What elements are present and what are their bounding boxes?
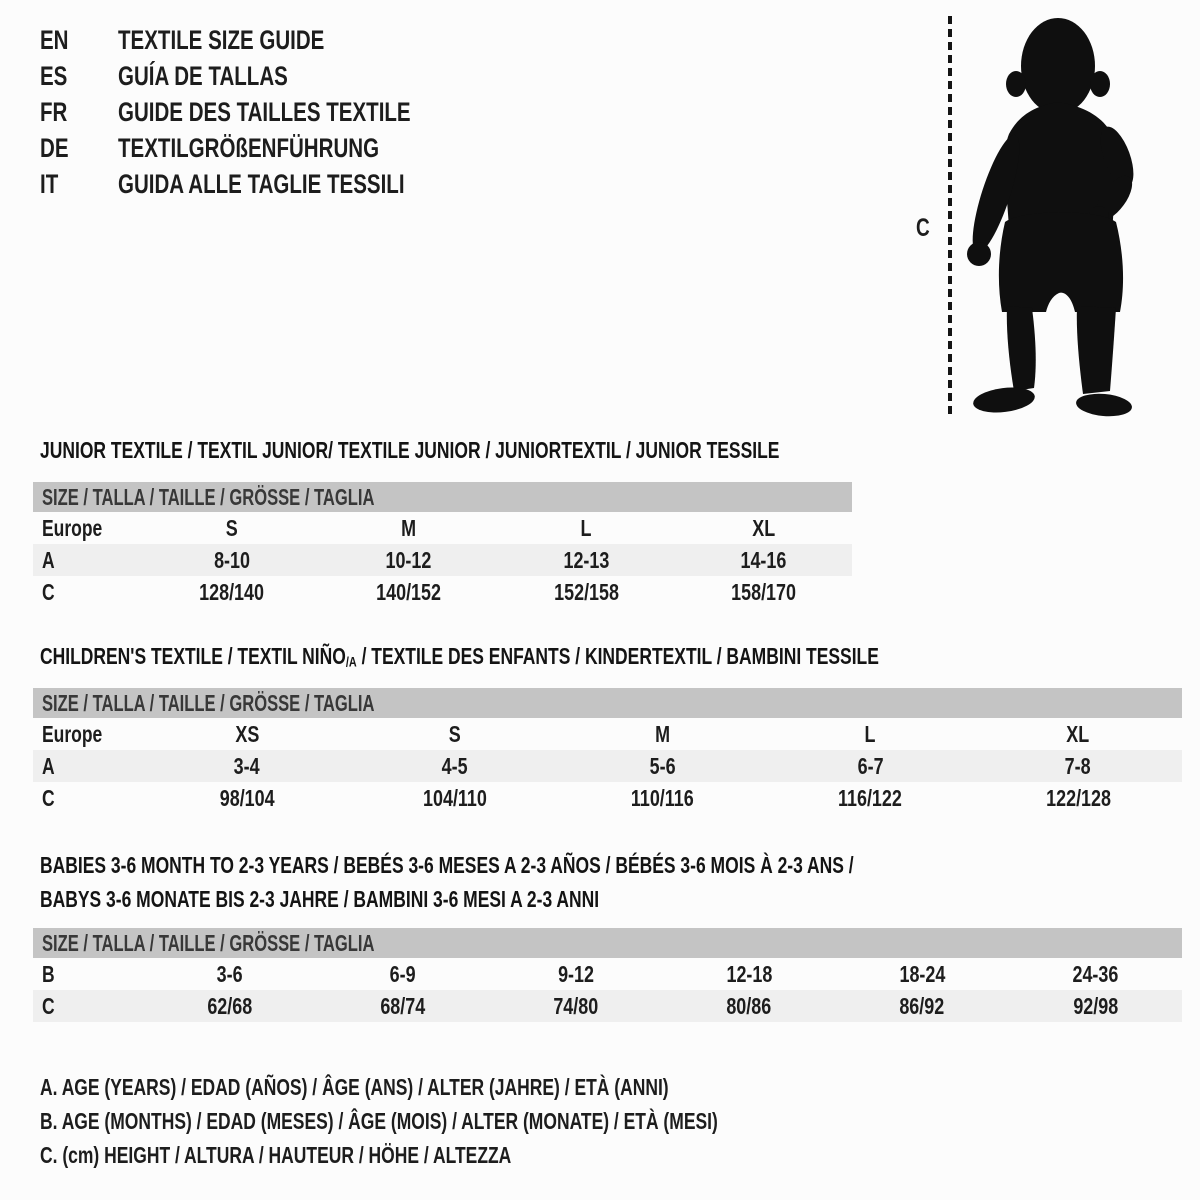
value-cell: 12-13 <box>563 546 610 573</box>
lang-code: ES <box>40 60 68 91</box>
value-cell: 74/80 <box>553 992 599 1019</box>
row-label: B <box>42 960 55 987</box>
table-row-height <box>33 782 1182 814</box>
size-cell: XL <box>1066 720 1090 747</box>
lang-title: TEXTILGRÖßENFÜHRUNG <box>118 132 380 163</box>
size-cell: XS <box>234 720 259 747</box>
value-cell: 14-16 <box>740 546 787 573</box>
table-row-height <box>33 576 852 608</box>
babies-title-line1: BABIES 3-6 MONTH TO 2-3 YEARS / BEBÉS 3-6 MESES A 2-3 AÑOS / BÉBÉS 3-6 MOIS À 2-3 ANS / <box>40 852 854 878</box>
value-cell: 128/140 <box>199 578 265 605</box>
table-row-height <box>33 990 1182 1022</box>
value-cell: 122/128 <box>1045 784 1111 811</box>
value-cell: 86/92 <box>899 992 945 1019</box>
row-label: Europe <box>42 720 103 747</box>
table-row-age <box>33 750 1182 782</box>
legend-footnotes <box>40 1070 932 1172</box>
size-cell: S <box>225 514 238 541</box>
value-cell: 116/122 <box>838 784 903 811</box>
size-cell: S <box>448 720 461 747</box>
lang-code: IT <box>40 168 59 199</box>
footnote-age-months: B. AGE (MONTHS) / EDAD (MESES) / ÂGE (MOIS) / ALTER (MONATE) / ETÀ (MESI) <box>40 1107 718 1134</box>
height-measure-label: C <box>916 214 930 242</box>
title-subscript: /A <box>345 654 357 671</box>
table-row-europe <box>33 718 1182 750</box>
value-cell: 68/74 <box>380 992 426 1019</box>
lang-row-en <box>40 22 503 58</box>
lang-title: GUIDA ALLE TAGLIE TESSILI <box>118 168 405 199</box>
value-cell: 24-36 <box>1072 960 1119 987</box>
value-cell: 6-9 <box>389 960 416 987</box>
childrens-textile-title: CHILDREN'S TEXTILE / TEXTIL NIÑO/A / TEXTILE DES ENFANTS / KINDERTEXTIL / BAMBINI TESSILE <box>40 643 879 671</box>
lang-row-it <box>40 166 503 202</box>
table-row-age <box>33 544 852 576</box>
value-cell: 158/170 <box>730 578 796 605</box>
value-cell: 7-8 <box>1065 752 1092 779</box>
lang-title: GUÍA DE TALLAS <box>118 60 288 91</box>
lang-code: FR <box>40 96 68 127</box>
size-cell: L <box>580 514 592 541</box>
size-cell: XL <box>751 514 775 541</box>
row-label: C <box>42 992 55 1019</box>
size-cell: L <box>864 720 876 747</box>
junior-textile-table <box>33 482 852 608</box>
value-cell: 80/86 <box>726 992 772 1019</box>
value-cell: 10-12 <box>385 546 432 573</box>
table-row-age-months <box>33 958 1182 990</box>
row-label: C <box>42 784 55 811</box>
size-table-header: SIZE / TALLA / TAILLE / GRÖSSE / TAGLIA <box>33 482 852 512</box>
row-label: C <box>42 578 55 605</box>
value-cell: 104/110 <box>422 784 487 811</box>
size-table-header: SIZE / TALLA / TAILLE / GRÖSSE / TAGLIA <box>33 928 1182 958</box>
value-cell: 3-6 <box>216 960 243 987</box>
value-cell: 6-7 <box>857 752 884 779</box>
value-cell: 92/98 <box>1072 992 1118 1019</box>
value-cell: 12-18 <box>726 960 773 987</box>
height-measure-dashed-line <box>948 16 952 414</box>
row-label: A <box>42 752 55 779</box>
footnote-height-cm: C. (cm) HEIGHT / ALTURA / HAUTEUR / HÖHE / ALTEZZA <box>40 1141 512 1168</box>
row-label: A <box>42 546 55 573</box>
value-cell: 4-5 <box>441 752 468 779</box>
junior-textile-title: JUNIOR TEXTILE / TEXTIL JUNIOR/ TEXTILE JUNIOR / JUNIORTEXTIL / JUNIOR TESSILE <box>40 437 780 463</box>
babies-title-line2: BABYS 3-6 MONATE BIS 2-3 JAHRE / BAMBINI 3-6 MESI A 2-3 ANNI <box>40 886 600 912</box>
language-title-block <box>40 22 503 202</box>
lang-title: TEXTILE SIZE GUIDE <box>118 24 325 55</box>
lang-code: EN <box>40 24 69 55</box>
table-row-europe <box>33 512 852 544</box>
size-cell: M <box>655 720 670 747</box>
value-cell: 5-6 <box>649 752 676 779</box>
value-cell: 98/104 <box>219 784 275 811</box>
size-table-header: SIZE / TALLA / TAILLE / GRÖSSE / TAGLIA <box>33 688 1182 718</box>
value-cell: 18-24 <box>899 960 946 987</box>
babies-textile-table <box>33 928 1182 1022</box>
value-cell: 9-12 <box>557 960 594 987</box>
footnote-age-years: A. AGE (YEARS) / EDAD (AÑOS) / ÂGE (ANS) / ALTER (JAHRE) / ETÀ (ANNI) <box>40 1073 669 1100</box>
value-cell: 110/116 <box>631 784 694 811</box>
size-cell: M <box>401 514 417 541</box>
lang-title: GUIDE DES TAILLES TEXTILE <box>118 96 411 127</box>
childrens-textile-table <box>33 688 1182 814</box>
value-cell: 8-10 <box>213 546 250 573</box>
toddler-silhouette <box>963 14 1158 419</box>
lang-row-de <box>40 130 503 166</box>
lang-code: DE <box>40 132 69 163</box>
lang-row-es <box>40 58 503 94</box>
value-cell: 152/158 <box>553 578 619 605</box>
value-cell: 3-4 <box>233 752 260 779</box>
value-cell: 140/152 <box>376 578 442 605</box>
lang-row-fr <box>40 94 503 130</box>
row-label: Europe <box>42 514 103 541</box>
value-cell: 62/68 <box>207 992 253 1019</box>
